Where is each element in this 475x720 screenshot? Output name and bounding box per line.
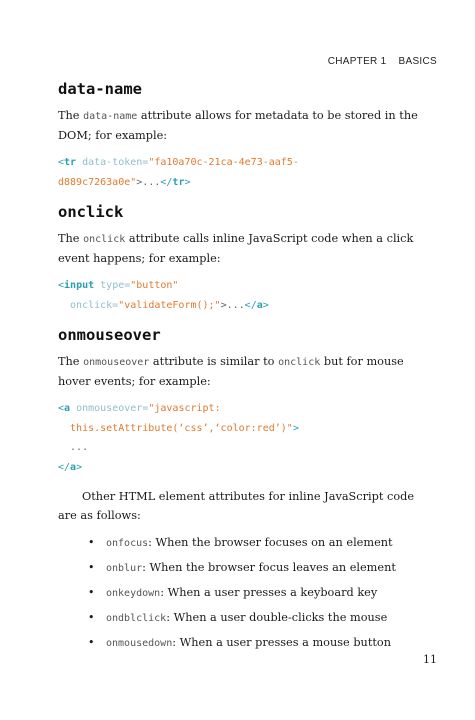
code-token: </ bbox=[58, 461, 71, 473]
code-token: < bbox=[58, 403, 65, 414]
code-token: > bbox=[184, 176, 191, 188]
text: but for mouse hover events; for example: bbox=[58, 355, 404, 388]
inline-code: onfocus bbox=[106, 538, 149, 549]
chapter-label: CHAPTER 1 bbox=[327, 56, 387, 67]
inline-code: onkeydown bbox=[106, 588, 161, 599]
paragraph-data-name bbox=[58, 107, 418, 145]
code-token: > bbox=[292, 422, 299, 434]
text: The bbox=[58, 232, 84, 245]
code-token: input bbox=[64, 280, 95, 291]
code-example-onmouseover bbox=[58, 399, 418, 477]
code-token: type= bbox=[94, 280, 131, 291]
text: attribute allows for metadata to be stored in the DOM; for example: bbox=[58, 109, 418, 142]
inline-code: onclick bbox=[278, 357, 321, 368]
code-token: data-token= bbox=[76, 157, 149, 168]
code-example-onclick bbox=[58, 276, 418, 315]
code-token: </ bbox=[244, 299, 257, 311]
text: The bbox=[58, 355, 84, 368]
inline-code: ondblclick bbox=[106, 613, 167, 624]
code-token: onmouseover= bbox=[70, 403, 149, 414]
code-token: "button" bbox=[130, 280, 179, 291]
code-token: > bbox=[262, 299, 269, 311]
text: The bbox=[58, 109, 84, 122]
text: : When the browser focuses on an element bbox=[148, 536, 393, 549]
code-token: "validateForm();" bbox=[118, 299, 221, 311]
attribute-list bbox=[58, 534, 418, 654]
code-token: d889c7263a0e" bbox=[58, 176, 137, 188]
code-token: ... bbox=[58, 442, 89, 453]
heading-data-name: data-name bbox=[58, 80, 142, 98]
code-token: a bbox=[256, 299, 263, 311]
text: : When the browser focus leaves an element bbox=[142, 561, 396, 574]
code-token: a bbox=[64, 403, 71, 414]
code-token: onclick= bbox=[58, 299, 119, 311]
code-token: < bbox=[58, 157, 65, 168]
code-token: tr bbox=[64, 157, 77, 168]
list-item bbox=[88, 609, 418, 629]
list-item bbox=[88, 559, 418, 579]
page-number: 11 bbox=[423, 653, 437, 666]
code-token: "javascript: bbox=[148, 403, 221, 414]
text: : When a user presses a mouse button bbox=[172, 636, 391, 649]
heading-onmouseover: onmouseover bbox=[58, 326, 161, 344]
text: attribute is similar to bbox=[149, 355, 279, 368]
code-token: a bbox=[70, 461, 77, 473]
code-token: < bbox=[58, 280, 65, 291]
running-head bbox=[328, 56, 437, 67]
code-example-data-name bbox=[58, 153, 418, 192]
list-item bbox=[88, 584, 418, 604]
paragraph-other-attributes: Other HTML element attributes for inline JavaScript code are as follows: bbox=[58, 490, 415, 522]
code-token: >... bbox=[220, 299, 245, 311]
inline-code: data-name bbox=[83, 111, 138, 122]
paragraph-onmouseover bbox=[58, 353, 418, 391]
text: : When a user double-clicks the mouse bbox=[166, 611, 388, 624]
inline-code: onblur bbox=[106, 563, 143, 574]
list-item bbox=[88, 534, 418, 554]
section-label: BASICS bbox=[398, 56, 437, 67]
code-token: > bbox=[76, 461, 83, 473]
text: attribute calls inline JavaScript code when a click event happens; for example: bbox=[58, 232, 414, 265]
code-token: "fa10a70c-21ca-4e73-aaf5- bbox=[148, 157, 299, 168]
list-item bbox=[88, 634, 418, 654]
paragraph-onclick bbox=[58, 230, 418, 268]
inline-code: onmouseover bbox=[83, 357, 150, 368]
code-token: </ bbox=[160, 176, 173, 188]
inline-code: onmousedown bbox=[106, 638, 173, 649]
code-token: this.setAttribute(‘css’,‘color:red’)" bbox=[58, 422, 293, 434]
code-token: >... bbox=[136, 176, 161, 188]
page-content bbox=[58, 80, 418, 659]
code-token: tr bbox=[172, 176, 185, 188]
text: : When a user presses a keyboard key bbox=[160, 586, 378, 599]
heading-onclick: onclick bbox=[58, 203, 124, 221]
inline-code: onclick bbox=[83, 234, 126, 245]
